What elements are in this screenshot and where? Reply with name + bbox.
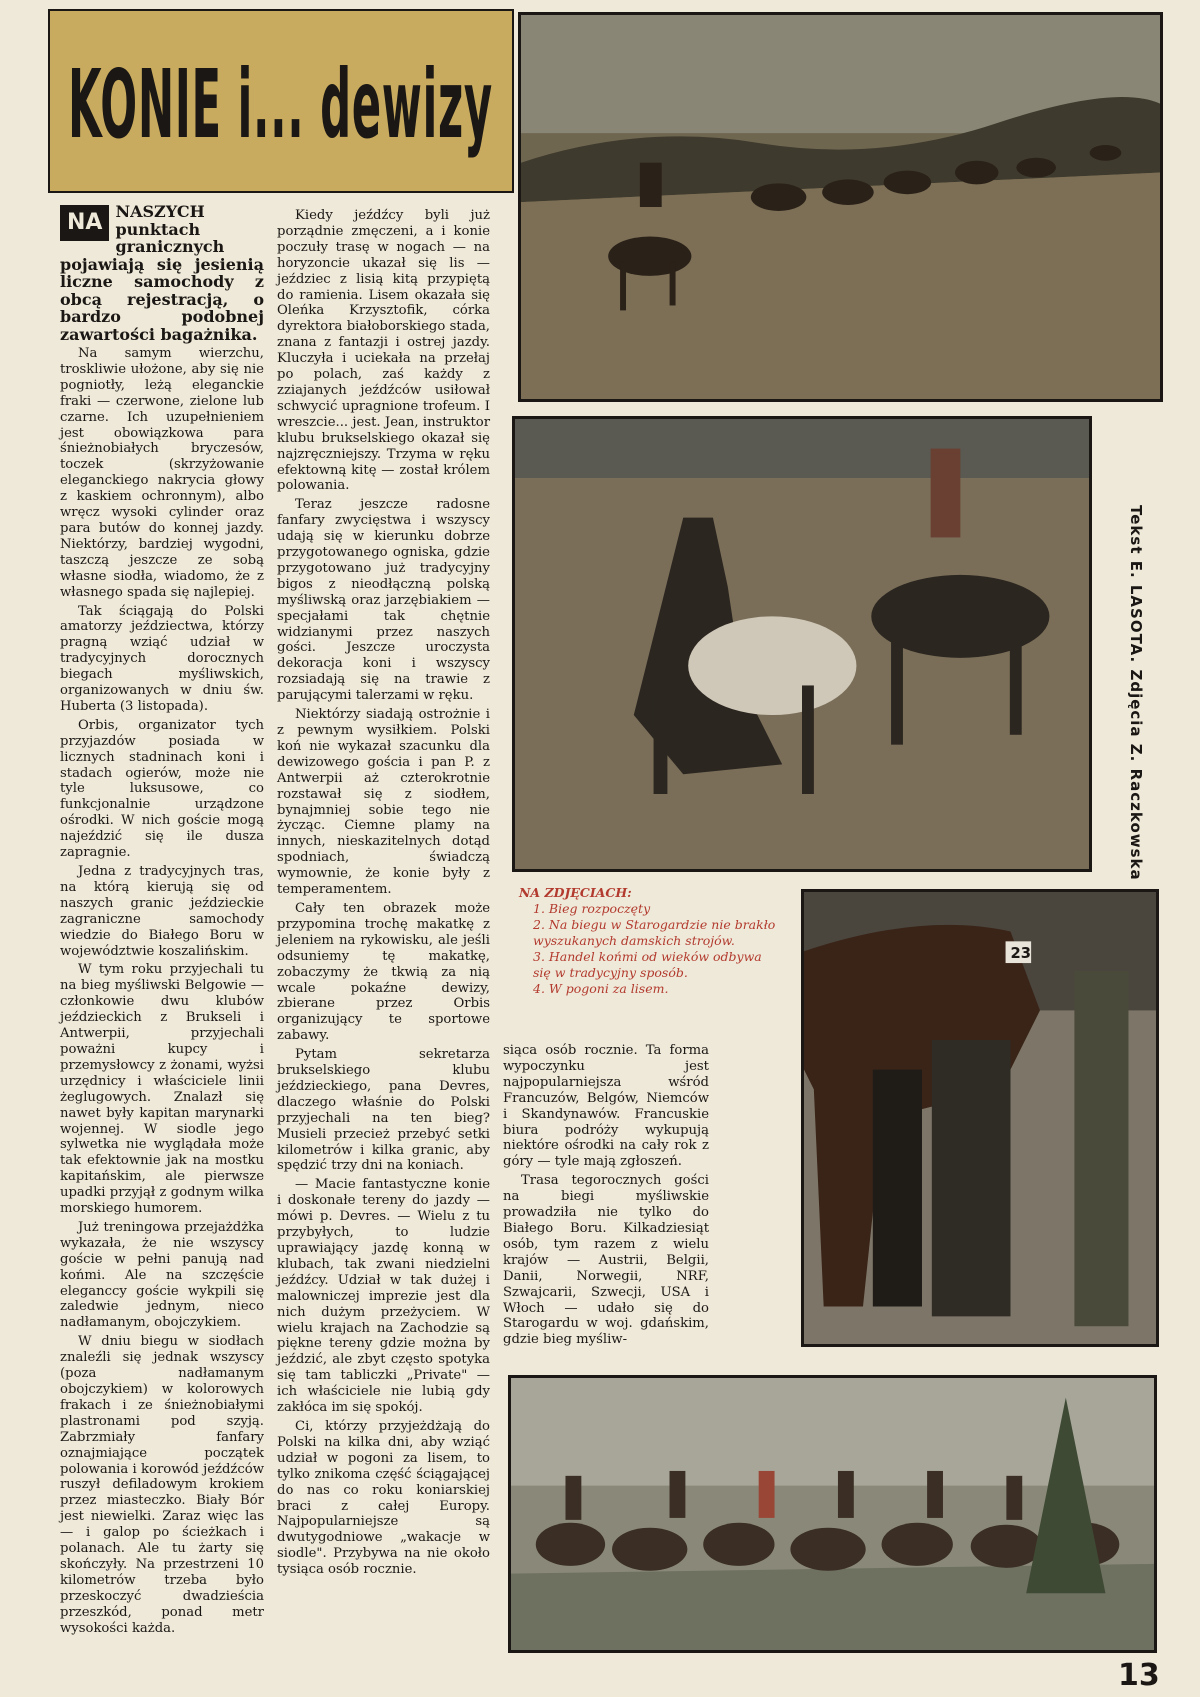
paragraph: Pytam sekretarza brukselskiego klubu jeździeckiego, pana Devres, dlaczego właśnie do Polski przyjechali na ten bieg? Musieli przecież przebyć setki kilometrów i kilka granic, aby spędzić trzy dni na koniach. (277, 1047, 490, 1174)
paragraph: W tym roku przyjechali tu na bieg myśliwski Belgowie — członkowie dwu klubów jeździeckich z Brukseli i Antwerpii, przyjechali poważni kupcy i przemysłowcy z żonami, wyżsi urzędnicy i właściciele linii żeglugowych. Znalazł się nawet były kapitan marynarki wojennej. W siodle jego sylwetka nie wyglądała może tak efektownie jak na mostku kapitańskim, ale pierwsze upadki przyjął z godnym wilka morskiego humorem. (60, 962, 264, 1217)
headline: KONIE i... dewizy (68, 49, 493, 160)
headline-box (48, 9, 514, 193)
photo-captions (519, 885, 779, 997)
caption-item: 1. Bieg rozpoczęty (533, 901, 651, 916)
photo-ladies-costumes (512, 416, 1092, 872)
photo-hunt-start (518, 12, 1163, 402)
author-credit (1127, 505, 1145, 881)
photo-horse-trading (801, 889, 1159, 1347)
paragraph: Kiedy jeźdźcy byli już porządnie zmęczeni, a i konie poczuły trasę w nogach — na horyzoncie ukazał się lis — jeździec z lisią kitą przypiętą do ramienia. Lisem okazała się Oleńka Krzysztofik, córka dyrektora białoborskiego stada, znana z fantazji i ostrej jazdy. Kluczyła i uciekała na przełaj po polach, zaś każdy z zziajanych jeźdźców usiłował schwycić upragnione trofeum. I wreszcie... jest. Jean, instruktor klubu brukselskiego okazał się najzręczniejszy. Trzyma w ręku efektowną kitę — został królem polowania. (277, 208, 490, 494)
captions-heading: NA ZDJĘCIACH: (519, 885, 632, 900)
horse-number-tag: 23 (1010, 945, 1032, 963)
text-column-1 (60, 203, 264, 1640)
paragraph: W dniu biegu w siodłach znaleźli się jednak wszyscy (poza nadłamanym obojczykiem) w kolorowych frakach i ze śnieżnobiałymi plastronami pod szyją. Zabrzmiały fanfary oznajmiające początek polowania i korowód jeźdźców ruszył defiladowym krokiem przez miasteczko. Biały Bór jest niewielki. Zaraz więc las — i galop po ścieżkach i polanach. Ale tu żarty się skończyły. Na przestrzeni 10 kilometrów trzeba było przeskoczyć dwadzieścia przeszkód, ponad metr wysokości każda. (60, 1334, 264, 1636)
paragraph: Tak ściągają do Polski amatorzy jeździectwa, którzy pragną wziąć udział w tradycyjnych dorocznych biegach myśliwskich, organizowanych w dniu św. Huberta (3 listopada). (60, 603, 264, 714)
paragraph: Już treningowa przejażdżka wykazała, że nie wszyscy goście w pełni panują nad końmi. Ale na szczęście eleganccy goście wykpili się zaledwie jednym, nieco nadłamanym, obojczykiem. (60, 1219, 264, 1331)
paragraph: Niektórzy siadają ostrożnie i z pewnym wysiłkiem. Polski koń nie wykazał szacunku dla dewizowego gościa i pan P. z Antwerpii aż czterokrotnie rozstawał się z siodłem, bynajmniej sobie tego nie życząc. Ciemne plamy na innych, nieskazitelnych dotąd spodniach, świadczą wymownie, że konie były z temperamentem. (277, 707, 490, 898)
lead-paragraph (60, 203, 264, 343)
credit-text: Tekst E. LASOTA. Zdjęcia Z. Raczkowska (1127, 505, 1145, 881)
paragraph: siąca osób rocznie. Ta forma wypoczynku jest najpopularniejsza wśród Francuzów, Belgów, Niemców i Skandynawów. Francuskie biura podróży wykupują niektóre ośrodki na cały rok z góry — tyle mają zgłoszeń. (503, 1043, 709, 1170)
photo-fox-chase (508, 1375, 1157, 1653)
drop-cap: NA (60, 205, 109, 241)
paragraph: Cały ten obrazek może przypomina trochę makatkę z jeleniem na rykowisku, ale jeśli odsuniemy tę makatkę, zobaczymy że tkwią za nią wcale pokaźne dewizy, zbierane przez Orbis organizujący te sportowe zabawy. (277, 900, 490, 1044)
lead-text: NASZYCH punktach granicznych pojawiają się jesienią liczne samochody z obcą rejestracją, o bardzo podobnej zawartości bagażnika. (60, 202, 264, 344)
paragraph: Ci, którzy przyjeżdżają do Polski na kilka dni, aby wziąć udział w pogoni za lisem, to tylko znikoma część ściągającej do nas co roku koniarskiej braci z całej Europy. Najpopularniejsze są dwutygodniowe „wakacje w siodle". Przybywa na nie około tysiąca osób rocznie. (277, 1418, 490, 1578)
caption-item: 3. Handel końmi od wieków odbywa się w tradycyjny sposób. (533, 949, 762, 980)
page-number: 13 (1118, 1658, 1160, 1693)
caption-item: 4. W pogoni za lisem. (533, 981, 669, 996)
caption-item: 2. Na biegu w Starogardzie nie brakło wyszukanych damskich strojów. (533, 917, 776, 948)
paragraph: Jedna z tradycyjnych tras, na którą kierują się od naszych granic jeździeckie zagraniczne samochody wiedzie do Białego Boru w województwie koszalińskim. (60, 864, 264, 959)
paragraph: Orbis, organizator tych przyjazdów posiada w licznych stadninach koni i stadach ogierów, może nie tyle luksusowe, co funkcjonalnie urządzone ośrodki. W nich goście mogą najeździć się ile dusza zapragnie. (60, 717, 264, 861)
paragraph: — Macie fantastyczne konie i doskonałe tereny do jazdy — mówi p. Devres. — Wielu z tu przybyłych, to ludzie uprawiający jazdę konną w klubach, tak zwani niedzielni jeźdźcy. Udział w tak dużej i malowniczej imprezie jest dla nich dużym przeżyciem. W wielu krajach na Zachodzie są piękne tereny gdzie można by jeździć, ale zbyt często spotyka się tam tabliczki „Private" — ich właściciele nie lubią gdy zakłóca im się spokój. (277, 1177, 490, 1416)
paragraph: Trasa tegorocznych gości na biegi myśliwskie prowadziła nie tylko do Białego Boru. Kilkadziesiąt osób, tym razem z wielu krajów — Austrii, Belgii, Danii, Norwegii, NRF, Szwajcarii, Szwecji, USA i Włoch — udało się do Starogardu w woj. gdańskim, gdzie bieg myśliw- (503, 1173, 709, 1348)
paragraph: Na samym wierzchu, troskliwie ułożone, aby się nie pogniotły, leżą eleganckie fraki — czerwone, zielone lub czarne. Ich uzupełnieniem jest obowiązkowa para śnieżnobiałych bryczesów, toczek (skrzyżowanie eleganckiego nakrycia głowy z kaskiem ochronnym), albo wręcz wysoki cylinder oraz para butów do konnej jazdy. Niektórzy, bardziej wygodni, taszczą jeszcze ze sobą własne siodła, wiadomo, że z własnego spada się najlepiej. (60, 346, 264, 600)
text-column-3 (503, 1043, 709, 1351)
text-column-2 (277, 208, 490, 1581)
paragraph: Teraz jeszcze radosne fanfary zwycięstwa i wszyscy udają się w kierunku dobrze przygotowanego ogniska, gdzie przygotowano już tradycyjny bigos z nieodłączną polską myśliwską oraz jarzębiakiem — specjałami tak chętnie widzianymi przez naszych gości. Jeszcze uroczysta dekoracja koni i wszyscy rozsiadają się na trawie z parującymi talerzami w ręku. (277, 497, 490, 704)
